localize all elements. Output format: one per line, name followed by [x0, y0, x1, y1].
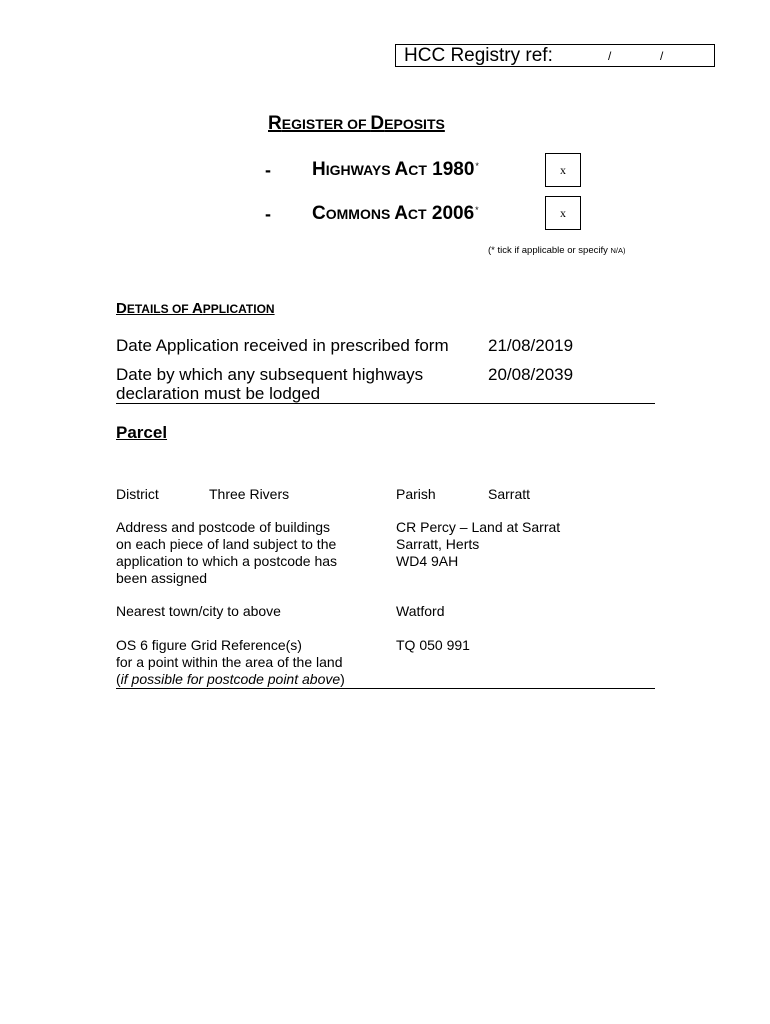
- district-label: District: [116, 486, 159, 502]
- page-title: REGISTER OF DEPOSITS: [268, 113, 445, 134]
- declaration-label: declaration must be lodged: [116, 384, 321, 403]
- highways-act-checkbox[interactable]: [545, 153, 581, 187]
- commons-act-label: COMMONS ACT 2006*: [312, 203, 479, 224]
- received-label: Date Application received in prescribed form: [116, 336, 449, 355]
- address-label: Address and postcode of buildings: [116, 519, 331, 535]
- grid-label: for a point within the area of the land: [116, 654, 343, 670]
- address-label: been assigned: [116, 570, 208, 586]
- tick-note: (* tick if applicable or specify N/A): [488, 245, 626, 256]
- address-label: application to which a postcode has: [116, 553, 338, 569]
- checkbox-mark: x: [560, 162, 566, 177]
- declaration-value: 20/08/2039: [488, 365, 574, 384]
- address-value: Sarratt, Herts: [396, 536, 480, 552]
- address-label: on each piece of land subject to the: [116, 536, 337, 552]
- commons-act-checkbox[interactable]: [545, 196, 581, 230]
- details-heading: DETAILS OF APPLICATION: [116, 300, 275, 317]
- received-value: 21/08/2019: [488, 336, 574, 355]
- registry-ref-label: HCC Registry ref:: [404, 45, 553, 66]
- parish-label: Parish: [396, 486, 436, 502]
- parcel-heading: Parcel: [116, 423, 168, 442]
- grid-label: (if possible for postcode point above): [116, 671, 345, 687]
- grid-value: TQ 050 991: [396, 637, 470, 653]
- registry-separator: /: [608, 49, 612, 63]
- divider: [116, 688, 655, 689]
- town-value: Watford: [396, 603, 445, 619]
- checkbox-mark: x: [560, 205, 566, 220]
- grid-label: OS 6 figure Grid Reference(s): [116, 637, 302, 653]
- highways-act-label: HIGHWAYS ACT 1980*: [312, 159, 479, 180]
- address-value: CR Percy – Land at Sarrat: [396, 519, 561, 535]
- act-dash: -: [265, 160, 271, 180]
- address-value: WD4 9AH: [396, 553, 459, 569]
- divider: [116, 403, 655, 404]
- registry-ref-box: [395, 44, 715, 67]
- parish-value: Sarratt: [488, 486, 531, 502]
- act-dash: -: [265, 204, 271, 224]
- district-value: Three Rivers: [209, 486, 290, 502]
- registry-separator: /: [660, 49, 664, 63]
- town-label: Nearest town/city to above: [116, 603, 281, 619]
- declaration-label: Date by which any subsequent highways: [116, 365, 424, 384]
